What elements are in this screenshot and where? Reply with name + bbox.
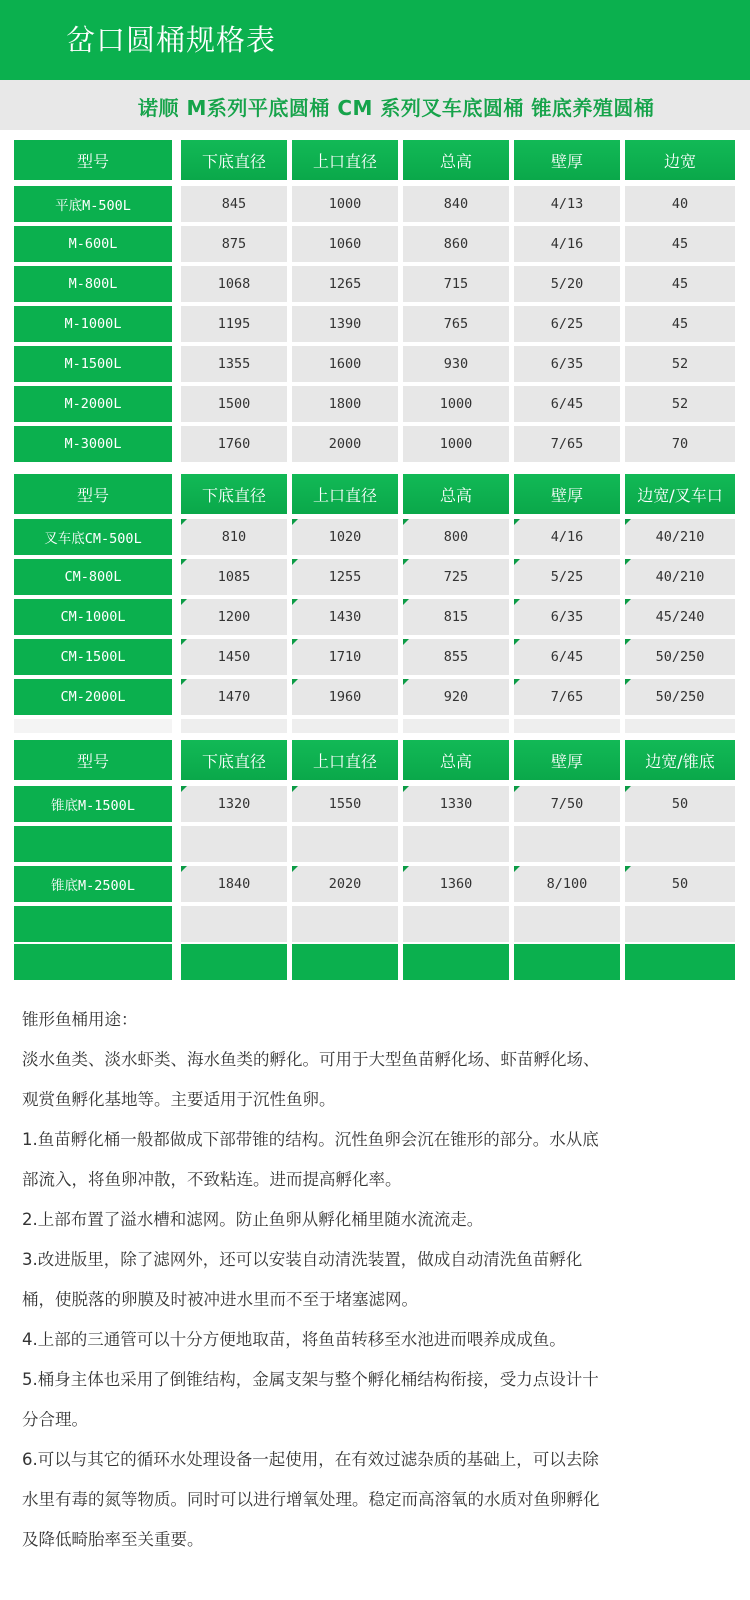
value-cell: 1000 <box>403 426 509 462</box>
value-cell: 1550 <box>292 786 398 822</box>
note-line: 部流入，将鱼卵冲散，不致粘连。进而提高孵化率。 <box>22 1170 402 1189</box>
table-row <box>14 426 735 462</box>
footer-cell <box>14 944 172 980</box>
value-cell: 2020 <box>292 866 398 902</box>
value-cell: 725 <box>403 559 509 595</box>
value-cell: 4/16 <box>514 519 620 555</box>
value-cell: 45 <box>625 266 735 302</box>
header-cell: 总高 <box>403 474 509 514</box>
value-cell: 1960 <box>292 679 398 715</box>
model-cell: 叉车底CM-500L <box>14 519 172 555</box>
header-cell: 下底直径 <box>181 740 287 780</box>
value-cell: 4/16 <box>514 226 620 262</box>
value-cell: 1020 <box>292 519 398 555</box>
note-line: 5.桶身主体也采用了倒锥结构，金属支架与整个孵化桶结构衔接，受力点设计十 <box>22 1370 599 1389</box>
header-cell: 边宽/叉车口 <box>625 474 735 514</box>
table-row <box>14 786 735 822</box>
model-cell: M-2000L <box>14 386 172 422</box>
header-cell: 型号 <box>14 740 172 780</box>
header-cell: 上口直径 <box>292 740 398 780</box>
value-cell: 50 <box>625 866 735 902</box>
value-cell: 45 <box>625 226 735 262</box>
value-cell <box>625 906 735 942</box>
model-cell: 锥底M-2500L <box>14 866 172 902</box>
header-banner <box>0 0 750 80</box>
model-cell: M-600L <box>14 226 172 262</box>
model-cell: 锥底M-1500L <box>14 786 172 822</box>
value-cell: 6/25 <box>514 306 620 342</box>
note-line: 3.改进版里，除了滤网外，还可以安装自动清洗装置，做成自动清洗鱼苗孵化 <box>22 1250 583 1269</box>
table-row <box>14 226 735 262</box>
note-line: 观赏鱼孵化基地等。主要适用于沉性鱼卵。 <box>22 1090 336 1109</box>
table-row <box>14 599 735 635</box>
value-cell: 1000 <box>292 186 398 222</box>
table-row <box>14 519 735 555</box>
value-cell <box>292 906 398 942</box>
value-cell: 1068 <box>181 266 287 302</box>
value-cell: 1060 <box>292 226 398 262</box>
value-cell <box>514 826 620 862</box>
notes-body <box>22 1040 722 1560</box>
spacer-cell <box>292 719 398 733</box>
value-cell: 1840 <box>181 866 287 902</box>
table-row <box>14 866 735 902</box>
model-cell: M-1500L <box>14 346 172 382</box>
table1-header-row <box>14 140 735 180</box>
note-line: 及降低畸胎率至关重要。 <box>22 1530 204 1549</box>
value-cell: 840 <box>403 186 509 222</box>
header-cell: 边宽 <box>625 140 735 180</box>
table-row <box>14 679 735 715</box>
value-cell: 1760 <box>181 426 287 462</box>
value-cell: 5/25 <box>514 559 620 595</box>
value-cell: 1710 <box>292 639 398 675</box>
table-row <box>14 386 735 422</box>
note-line: 2.上部布置了溢水槽和滤网。防止鱼卵从孵化桶里随水流流走。 <box>22 1210 484 1229</box>
value-cell: 50/250 <box>625 679 735 715</box>
value-cell <box>625 826 735 862</box>
value-cell: 860 <box>403 226 509 262</box>
value-cell: 6/45 <box>514 386 620 422</box>
header-cell: 下底直径 <box>181 474 287 514</box>
value-cell: 50 <box>625 786 735 822</box>
model-cell: CM-2000L <box>14 679 172 715</box>
value-cell: 1330 <box>403 786 509 822</box>
table-spacer-row <box>14 719 735 733</box>
model-cell: M-800L <box>14 266 172 302</box>
value-cell: 920 <box>403 679 509 715</box>
model-cell <box>14 826 172 862</box>
value-cell: 715 <box>403 266 509 302</box>
value-cell: 1195 <box>181 306 287 342</box>
value-cell: 8/100 <box>514 866 620 902</box>
spacer-cell <box>403 719 509 733</box>
header-cell: 壁厚 <box>514 474 620 514</box>
series-subtitle: 诺顺 M系列平底圆桶 CM 系列叉车底圆桶 锥底养殖圆桶 <box>138 96 655 120</box>
table-row <box>14 906 735 942</box>
value-cell: 70 <box>625 426 735 462</box>
value-cell: 815 <box>403 599 509 635</box>
footer-cell <box>292 944 398 980</box>
note-line: 1.鱼苗孵化桶一般都做成下部带锥的结构。沉性鱼卵会沉在锥形的部分。水从底 <box>22 1130 599 1149</box>
header-cell: 上口直径 <box>292 140 398 180</box>
model-cell: M-3000L <box>14 426 172 462</box>
footer-cell <box>514 944 620 980</box>
value-cell: 6/35 <box>514 599 620 635</box>
value-cell: 1355 <box>181 346 287 382</box>
value-cell: 1360 <box>403 866 509 902</box>
value-cell: 1085 <box>181 559 287 595</box>
table-row <box>14 186 735 222</box>
spacer-cell <box>625 719 735 733</box>
value-cell <box>403 906 509 942</box>
value-cell: 1255 <box>292 559 398 595</box>
model-cell <box>14 906 172 942</box>
header-cell: 边宽/锥底 <box>625 740 735 780</box>
note-line: 桶，使脱落的卵膜及时被冲进水里而不至于堵塞滤网。 <box>22 1290 418 1309</box>
table-row <box>14 346 735 382</box>
footer-cell <box>403 944 509 980</box>
model-cell: M-1000L <box>14 306 172 342</box>
usage-notes <box>22 1000 722 1560</box>
value-cell: 40/210 <box>625 519 735 555</box>
model-cell: CM-800L <box>14 559 172 595</box>
header-cell: 壁厚 <box>514 140 620 180</box>
value-cell: 1470 <box>181 679 287 715</box>
table-row <box>14 826 735 862</box>
value-cell: 2000 <box>292 426 398 462</box>
value-cell: 1265 <box>292 266 398 302</box>
table-row <box>14 559 735 595</box>
model-cell: CM-1000L <box>14 599 172 635</box>
value-cell: 4/13 <box>514 186 620 222</box>
value-cell: 765 <box>403 306 509 342</box>
note-line: 淡水鱼类、淡水虾类、海水鱼类的孵化。可用于大型鱼苗孵化场、虾苗孵化场、 <box>22 1050 600 1069</box>
value-cell: 40 <box>625 186 735 222</box>
value-cell: 50/250 <box>625 639 735 675</box>
value-cell <box>403 826 509 862</box>
table2-header-row <box>14 474 735 514</box>
value-cell: 1450 <box>181 639 287 675</box>
page-title: 岔口圆桶规格表 <box>66 23 277 57</box>
value-cell: 1320 <box>181 786 287 822</box>
header-cell: 下底直径 <box>181 140 287 180</box>
value-cell: 1200 <box>181 599 287 635</box>
value-cell: 7/65 <box>514 426 620 462</box>
value-cell: 1000 <box>403 386 509 422</box>
spacer-cell <box>514 719 620 733</box>
value-cell: 40/210 <box>625 559 735 595</box>
value-cell: 7/65 <box>514 679 620 715</box>
header-cell: 壁厚 <box>514 740 620 780</box>
value-cell: 5/20 <box>514 266 620 302</box>
value-cell: 6/35 <box>514 346 620 382</box>
value-cell: 52 <box>625 386 735 422</box>
spacer-cell <box>14 719 172 733</box>
value-cell: 1430 <box>292 599 398 635</box>
value-cell: 845 <box>181 186 287 222</box>
value-cell <box>181 826 287 862</box>
header-cell: 型号 <box>14 140 172 180</box>
value-cell: 810 <box>181 519 287 555</box>
footer-cell <box>181 944 287 980</box>
table-row <box>14 266 735 302</box>
value-cell <box>181 906 287 942</box>
value-cell: 1500 <box>181 386 287 422</box>
value-cell: 1390 <box>292 306 398 342</box>
note-line: 水里有毒的氮等物质。同时可以进行增氧处理。稳定而高溶氧的水质对鱼卵孵化 <box>22 1490 600 1509</box>
model-cell: 平底M-500L <box>14 186 172 222</box>
header-cell: 总高 <box>403 140 509 180</box>
value-cell: 875 <box>181 226 287 262</box>
value-cell: 45 <box>625 306 735 342</box>
header-cell: 上口直径 <box>292 474 398 514</box>
note-line: 6.可以与其它的循环水处理设备一起使用，在有效过滤杂质的基础上，可以去除 <box>22 1450 599 1469</box>
model-cell: CM-1500L <box>14 639 172 675</box>
value-cell: 1600 <box>292 346 398 382</box>
table-row <box>14 306 735 342</box>
table3-header-row <box>14 740 735 780</box>
note-line: 4.上部的三通管可以十分方便地取苗，将鱼苗转移至水池进而喂养成成鱼。 <box>22 1330 566 1349</box>
value-cell: 6/45 <box>514 639 620 675</box>
value-cell: 1800 <box>292 386 398 422</box>
table-row <box>14 639 735 675</box>
footer-cell <box>625 944 735 980</box>
header-cell: 型号 <box>14 474 172 514</box>
table-footer-row <box>14 944 735 980</box>
note-line: 分合理。 <box>22 1410 88 1429</box>
value-cell <box>514 906 620 942</box>
value-cell: 800 <box>403 519 509 555</box>
value-cell: 7/50 <box>514 786 620 822</box>
notes-heading: 锥形鱼桶用途： <box>22 1010 138 1029</box>
header-cell: 总高 <box>403 740 509 780</box>
value-cell: 45/240 <box>625 599 735 635</box>
value-cell: 855 <box>403 639 509 675</box>
value-cell <box>292 826 398 862</box>
spacer-cell <box>181 719 287 733</box>
value-cell: 52 <box>625 346 735 382</box>
value-cell: 930 <box>403 346 509 382</box>
